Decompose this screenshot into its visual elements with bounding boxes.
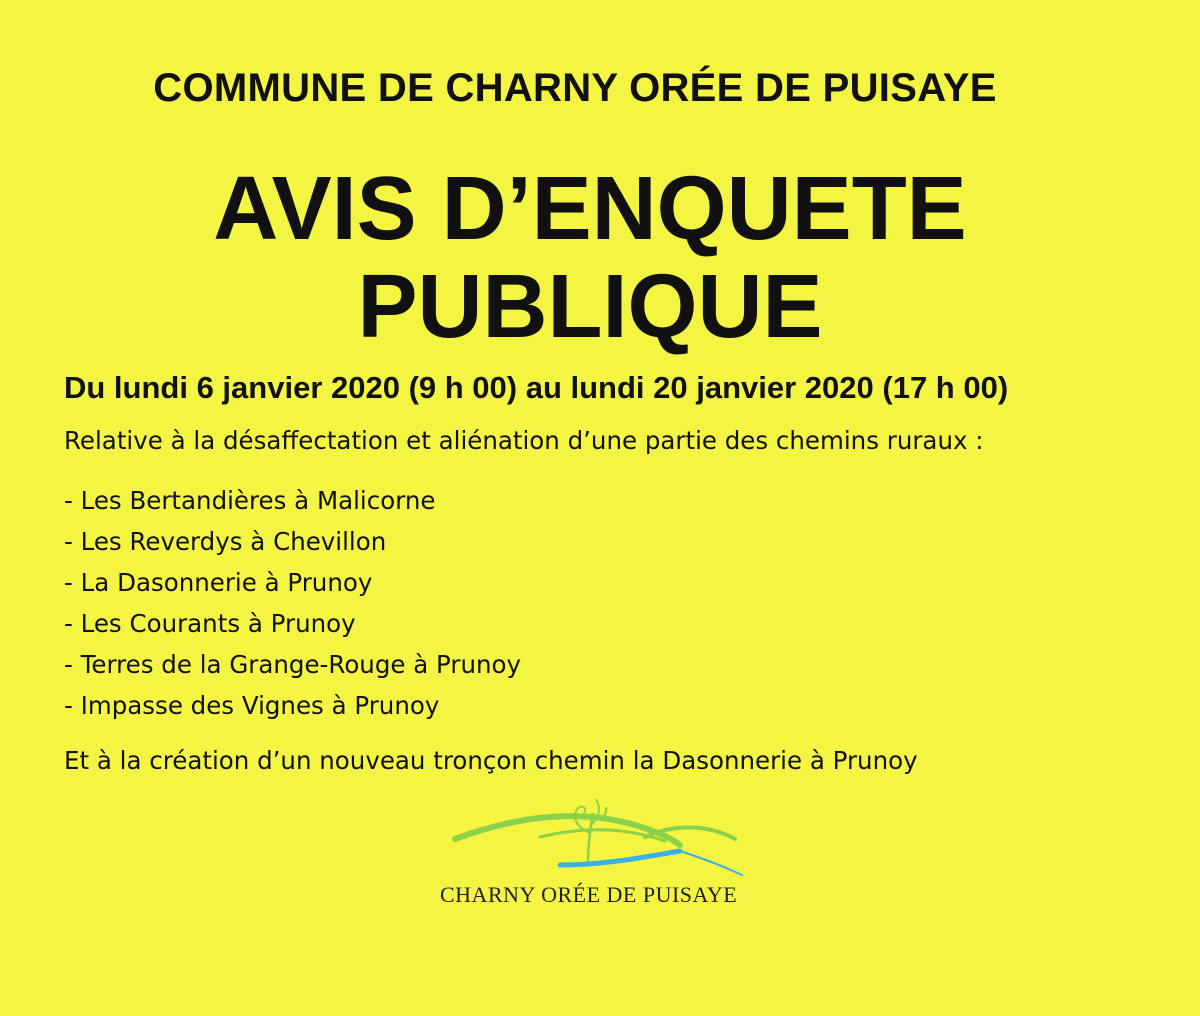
landscape-logo-icon xyxy=(430,785,780,885)
list-item: - Terres de la Grange-Rouge à Prunoy xyxy=(64,650,522,679)
list-item: - Les Bertandières à Malicorne xyxy=(64,486,436,515)
list-item: - Les Courants à Prunoy xyxy=(64,609,356,638)
relative-statement: Relative à la désaffectation et aliénation d’une partie des chemins ruraux : xyxy=(64,426,984,455)
list-item: - Impasse des Vignes à Prunoy xyxy=(64,691,440,720)
list-item: - La Dasonnerie à Prunoy xyxy=(64,568,373,597)
rural-paths-list xyxy=(64,480,521,726)
notice-title xyxy=(0,160,1180,356)
title-line-1: AVIS D’ENQUETE xyxy=(213,159,967,259)
inquiry-dates: Du lundi 6 janvier 2020 (9 h 00) au lundi 20 janvier 2020 (17 h 00) xyxy=(64,370,1009,405)
creation-statement: Et à la création d’un nouveau tronçon chemin la Dasonnerie à Prunoy xyxy=(64,746,918,775)
logo-text: CHARNY ORÉE DE PUISAYE xyxy=(440,882,738,907)
commune-heading: COMMUNE DE CHARNY ORÉE DE PUISAYE xyxy=(153,66,997,110)
list-item: - Les Reverdys à Chevillon xyxy=(64,527,387,556)
title-line-2: PUBLIQUE xyxy=(357,257,823,357)
commune-logo xyxy=(430,785,780,915)
